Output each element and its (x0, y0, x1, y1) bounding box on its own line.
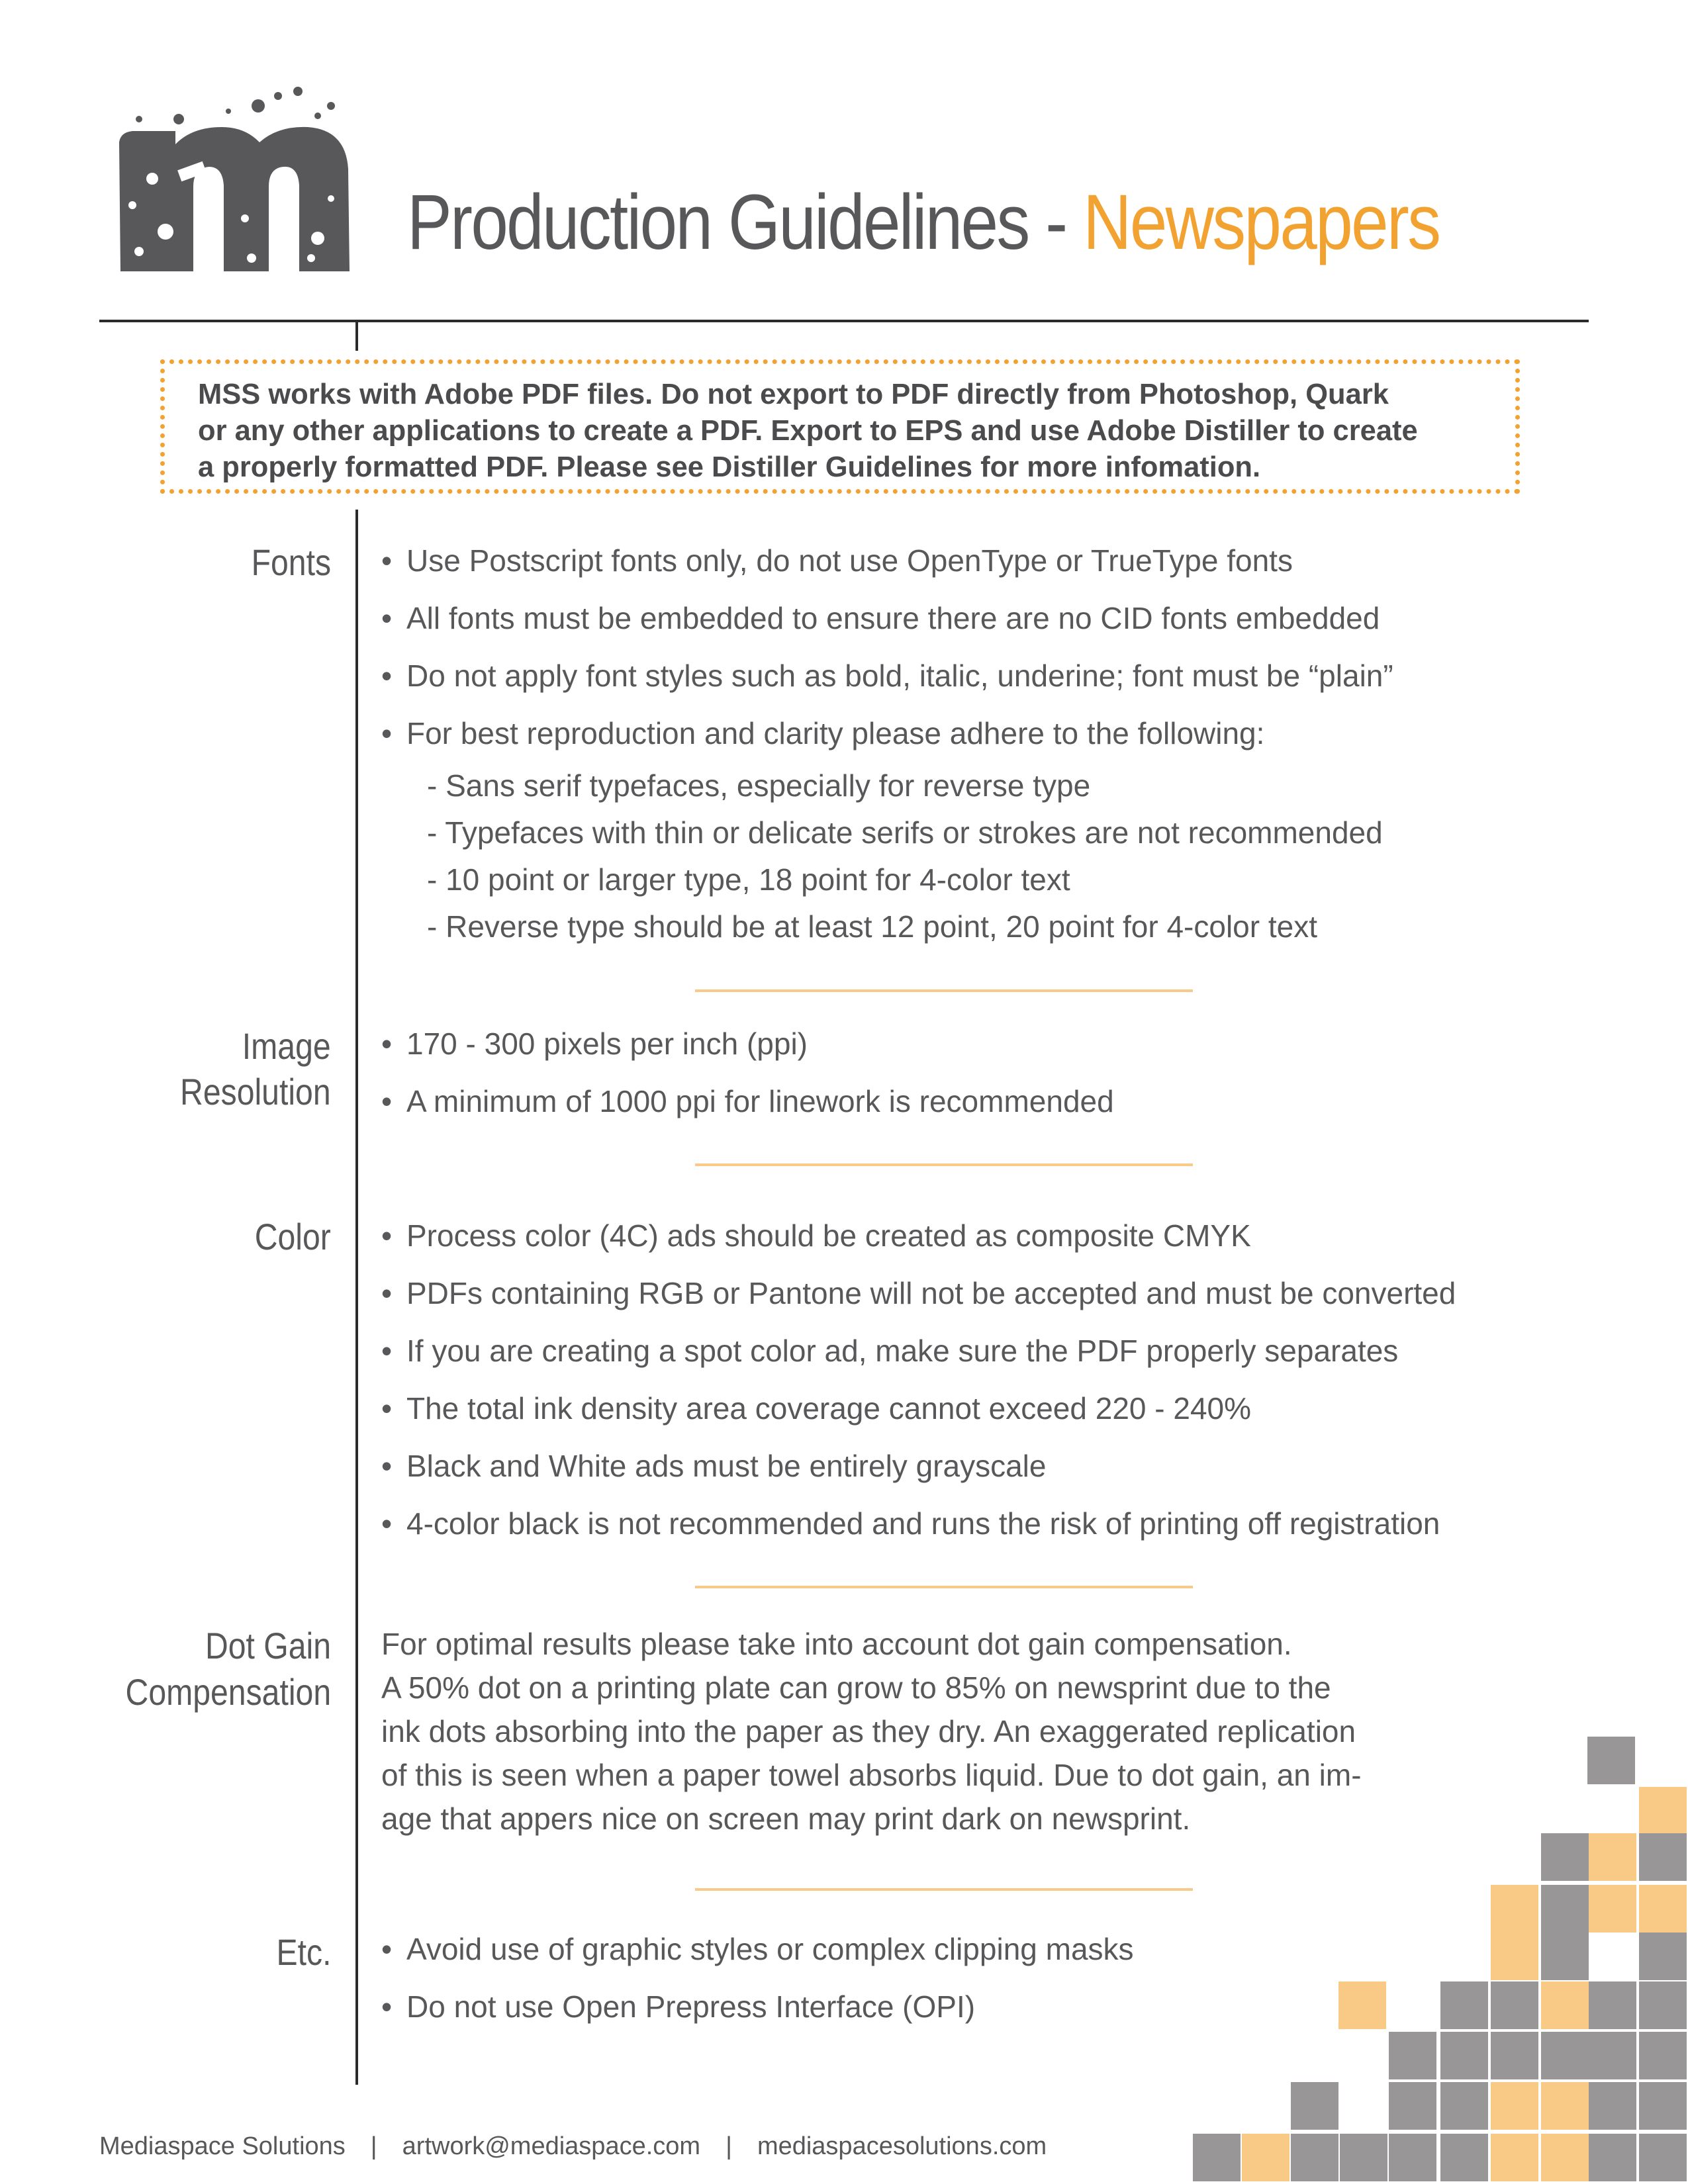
page-title: Production Guidelines - Newspapers (407, 179, 1440, 266)
bullet-icon: • (381, 1932, 393, 1966)
pixel-block (1639, 1933, 1687, 1980)
pixel-block (1589, 1885, 1636, 1933)
bullet-icon: • (381, 1449, 393, 1483)
footer-website[interactable]: mediaspacesolutions.com (757, 2132, 1047, 2160)
footer-separator: | (370, 2132, 377, 2160)
list-item: • Avoid use of graphic styles or complex clipping masks (381, 1932, 1134, 1966)
pixel-block (1639, 2134, 1687, 2181)
bullet-icon: • (381, 1218, 393, 1253)
paragraph-line: of this is seen when a paper towel absorbs liquid. Due to dot gain, an im- (381, 1758, 1362, 1792)
footer-separator: | (726, 2132, 732, 2160)
section-divider (695, 1586, 1193, 1588)
column-divider (355, 322, 358, 2085)
footer (99, 2132, 1047, 2161)
section-divider (695, 989, 1193, 992)
pixel-block (1639, 1981, 1687, 2029)
pixel-block (1541, 2082, 1589, 2130)
notice-line: or any other applications to create a PDF. Export to EPS and use Adobe Distiller to create (198, 415, 1418, 447)
pixel-block (1541, 1981, 1589, 2029)
sub-list-item: - Typefaces with thin or delicate serifs or strokes are not recommended (427, 815, 1383, 850)
paragraph-line: age that appers nice on screen may print dark on newsprint. (381, 1801, 1191, 1836)
pixel-block (1589, 1833, 1636, 1881)
list-item: • Do not apply font styles such as bold, italic, underine; font must be “plain” (381, 659, 1393, 693)
bullet-icon: • (381, 543, 393, 578)
bullet-icon: • (381, 659, 393, 693)
list-item: • Use Postscript fonts only, do not use OpenType or TrueType fonts (381, 543, 1293, 578)
pixel-block (1389, 2082, 1436, 2130)
pixel-block (1389, 2032, 1436, 2079)
bullet-icon: • (381, 1506, 393, 1541)
pixel-block (1589, 2134, 1636, 2181)
pixel-block (1491, 2032, 1538, 2079)
bullet-icon: • (381, 1989, 393, 2024)
bullet-icon: • (381, 716, 393, 751)
section-label-color: Color (254, 1216, 331, 1257)
bullet-icon: • (381, 1334, 393, 1368)
pixel-block (1587, 1737, 1635, 1784)
pixel-block (1338, 1981, 1386, 2029)
pixel-block (1491, 2082, 1538, 2130)
pixel-block (1589, 1981, 1636, 2029)
page-title-highlight: Newspapers (1083, 179, 1440, 266)
bullet-icon: • (381, 601, 393, 635)
section-divider (695, 1888, 1193, 1891)
pixel-block (1491, 1981, 1538, 2029)
list-item: • PDFs containing RGB or Pantone will not be accepted and must be converted (381, 1276, 1456, 1310)
pixel-block (1541, 1885, 1589, 1933)
paragraph-line: For optimal results please take into account dot gain compensation. (381, 1627, 1292, 1661)
footer-company: Mediaspace Solutions (99, 2132, 346, 2160)
pixel-block (1541, 1833, 1589, 1881)
list-item: • 170 - 300 pixels per inch (ppi) (381, 1026, 808, 1061)
section-label-fonts: Fonts (251, 541, 331, 583)
bullet-icon: • (381, 1084, 393, 1118)
section-label-resolution: Resolution (180, 1071, 331, 1113)
header-divider (99, 320, 1589, 322)
pixel-block (1291, 2134, 1338, 2181)
sub-list-item: - 10 point or larger type, 18 point for 4-color text (427, 862, 1070, 897)
pixel-block (1291, 2082, 1338, 2130)
pixel-block (1193, 2134, 1241, 2181)
pixel-block (1639, 1833, 1687, 1881)
pixel-block (1541, 2134, 1589, 2181)
pixel-block (1440, 2134, 1488, 2181)
list-item: • Black and White ads must be entirely grayscale (381, 1449, 1047, 1483)
notice-box (160, 359, 1520, 494)
list-item: • For best reproduction and clarity please adhere to the following: (381, 716, 1265, 751)
section-label-dot-gain: Dot Gain (205, 1625, 331, 1666)
section-label-image: Image (242, 1025, 331, 1067)
sub-list-item: - Sans serif typefaces, especially for reverse type (427, 768, 1091, 803)
bullet-icon: • (381, 1391, 393, 1426)
paragraph-line: ink dots absorbing into the paper as they dry. An exaggerated replication (381, 1714, 1356, 1749)
pixel-block (1440, 2032, 1488, 2079)
section-label-compensation: Compensation (125, 1671, 331, 1713)
pixel-block (1541, 1933, 1589, 1980)
list-item: • Do not use Open Prepress Interface (OPI) (381, 1989, 976, 2024)
mediaspace-m-logo-icon (113, 79, 357, 278)
list-item: • 4-color black is not recommended and runs the risk of printing off registration (381, 1506, 1440, 1541)
pixel-block (1589, 2032, 1636, 2079)
pixel-block (1491, 1933, 1538, 1980)
list-item: • All fonts must be embedded to ensure there are no CID fonts embedded (381, 601, 1380, 635)
section-label-etc: Etc. (276, 1931, 331, 1973)
pixel-block (1340, 2134, 1387, 2181)
list-item: • The total ink density area coverage cannot exceed 220 - 240% (381, 1391, 1252, 1426)
bullet-icon: • (381, 1026, 393, 1061)
pixel-block (1389, 2134, 1436, 2181)
section-divider (695, 1163, 1193, 1166)
notice-line: MSS works with Adobe PDF files. Do not export to PDF directly from Photoshop, Quark (198, 379, 1389, 410)
pixel-block (1639, 2032, 1687, 2079)
pixel-block (1491, 2134, 1538, 2181)
footer-email[interactable]: artwork@mediaspace.com (402, 2132, 701, 2160)
pixel-block (1639, 1787, 1687, 1835)
bullet-icon: • (381, 1276, 393, 1310)
pixel-block (1639, 2082, 1687, 2130)
pixel-block (1639, 1885, 1687, 1933)
paragraph-line: A 50% dot on a printing plate can grow to 85% on newsprint due to the (381, 1670, 1331, 1705)
notice-line: a properly formatted PDF. Please see Distiller Guidelines for more infomation. (198, 451, 1261, 483)
pixel-block (1440, 2082, 1488, 2130)
list-item: • If you are creating a spot color ad, make sure the PDF properly separates (381, 1334, 1399, 1368)
list-item: • Process color (4C) ads should be created as composite CMYK (381, 1218, 1251, 1253)
pixel-block (1541, 2032, 1589, 2079)
list-item: • A minimum of 1000 ppi for linework is recommended (381, 1084, 1114, 1118)
pixel-block (1589, 2082, 1636, 2130)
pixel-block (1242, 2134, 1289, 2181)
pixel-block (1440, 1981, 1488, 2029)
sub-list-item: - Reverse type should be at least 12 point, 20 point for 4-color text (427, 909, 1317, 944)
pixel-block (1491, 1885, 1538, 1933)
